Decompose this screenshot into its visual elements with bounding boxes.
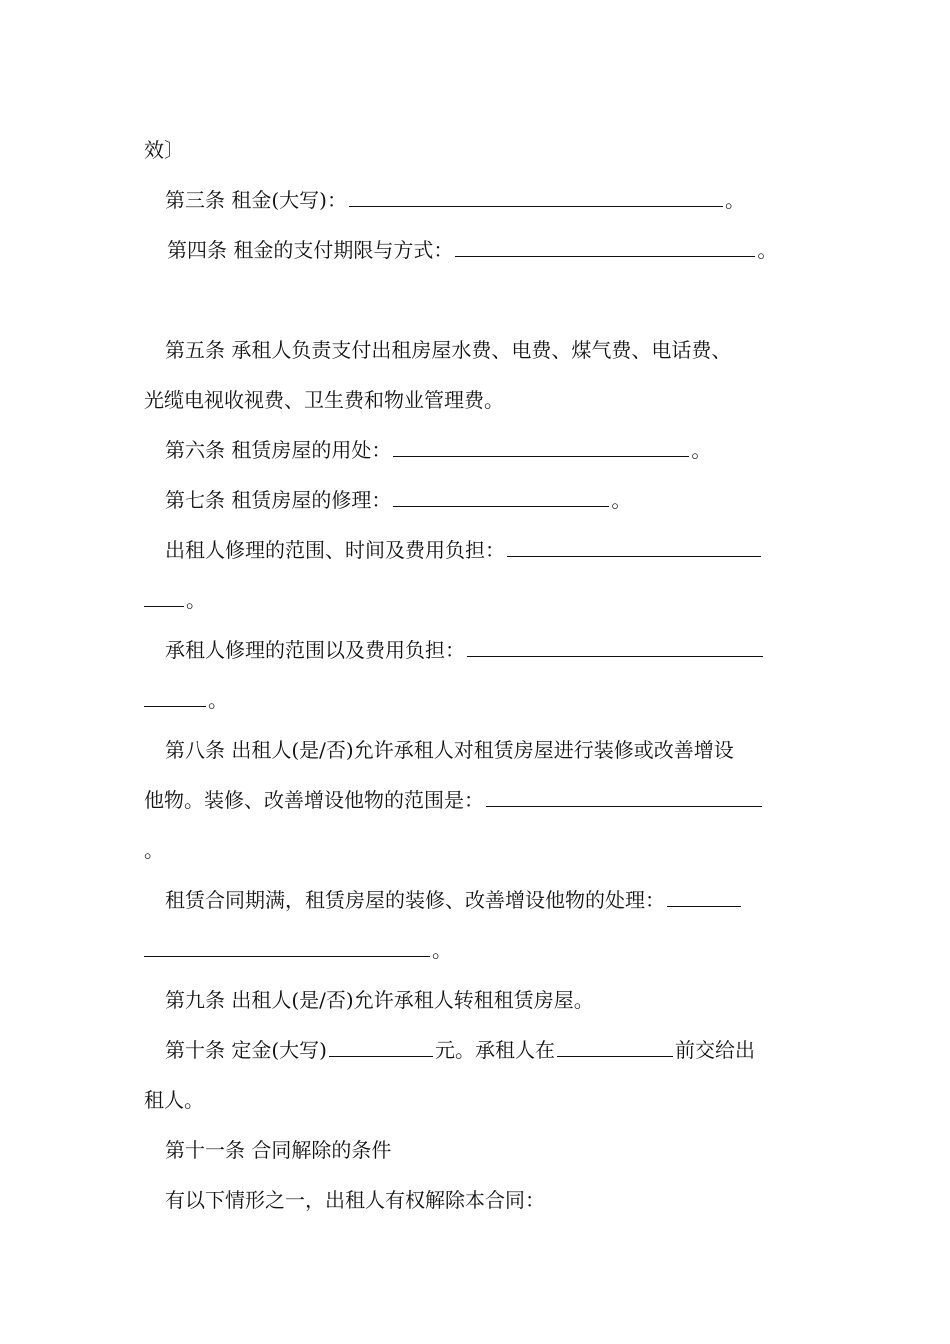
fill-in-blank[interactable]	[393, 486, 609, 507]
text-line	[144, 136, 184, 164]
text: 效〕	[144, 138, 184, 162]
fill-in-blank[interactable]	[144, 586, 184, 607]
text: 。	[724, 188, 745, 212]
article-4-line	[167, 236, 777, 264]
fill-in-blank[interactable]	[667, 886, 741, 907]
lessee-repair-line	[165, 636, 765, 664]
text: 出租人修理的范围、时间及费用负担：	[165, 538, 505, 562]
fill-in-blank[interactable]	[393, 436, 689, 457]
text: 第三条 租金(大写)：	[165, 188, 347, 212]
text: 。	[432, 938, 452, 962]
text: 。	[757, 238, 778, 262]
lessee-repair-cont	[144, 686, 228, 714]
fill-in-blank[interactable]	[507, 536, 761, 557]
article-8-end	[144, 836, 164, 864]
text: 。	[611, 488, 632, 512]
article-5-cont	[144, 386, 504, 414]
text: 前交给出	[674, 1038, 755, 1062]
fill-in-blank[interactable]	[144, 936, 430, 957]
expiry-treatment-line	[165, 886, 743, 914]
text: 元。承租人在	[434, 1038, 555, 1062]
text: 他物。装修、改善增设他物的范围是：	[144, 788, 484, 812]
text: 第四条 租金的支付期限与方式：	[167, 238, 454, 262]
article-8-line	[165, 736, 734, 764]
text: 。	[144, 838, 164, 862]
text: 。	[208, 688, 228, 712]
article-5-line	[165, 336, 731, 364]
article-10-cont	[144, 1086, 204, 1114]
text: 有以下情形之一，出租人有权解除本合同：	[165, 1188, 545, 1212]
article-8-cont	[144, 786, 764, 814]
text: 租人。	[144, 1088, 204, 1112]
text: 第八条 出租人(是/否)允许承租人对租赁房屋进行装修或改善增设	[165, 738, 734, 762]
text: 第七条 租赁房屋的修理：	[165, 488, 392, 512]
article-7-line	[165, 486, 631, 514]
text: 第六条 租赁房屋的用处：	[165, 438, 392, 462]
article-3-line	[165, 186, 745, 214]
fill-in-blank[interactable]	[329, 1036, 433, 1057]
text: 。	[186, 588, 206, 612]
fill-in-blank[interactable]	[486, 786, 762, 807]
article-6-line	[165, 436, 711, 464]
lessor-repair-line	[165, 536, 763, 564]
text: 光缆电视收视费、卫生费和物业管理费。	[144, 388, 504, 412]
fill-in-blank[interactable]	[349, 186, 723, 207]
article-11-line	[165, 1136, 391, 1164]
article-10-line	[165, 1036, 755, 1064]
fill-in-blank[interactable]	[557, 1036, 673, 1057]
fill-in-blank[interactable]	[144, 686, 206, 707]
text: 租赁合同期满，租赁房屋的装修、改善增设他物的处理：	[165, 888, 665, 912]
fill-in-blank[interactable]	[467, 636, 763, 657]
text: 。	[691, 438, 712, 462]
text: 承租人修理的范围以及费用负担：	[165, 638, 465, 662]
lessor-repair-cont	[144, 586, 206, 614]
text: 第九条 出租人(是/否)允许承租人转租租赁房屋。	[165, 988, 594, 1012]
fill-in-blank[interactable]	[455, 236, 755, 257]
article-9-line	[165, 986, 594, 1014]
termination-line	[165, 1186, 545, 1214]
text: 第十一条 合同解除的条件	[165, 1138, 392, 1162]
expiry-treatment-cont	[144, 936, 452, 964]
text: 第十条 定金(大写)	[165, 1038, 327, 1062]
text: 第五条 承租人负责支付出租房屋水费、电费、煤气费、电话费、	[165, 338, 732, 362]
